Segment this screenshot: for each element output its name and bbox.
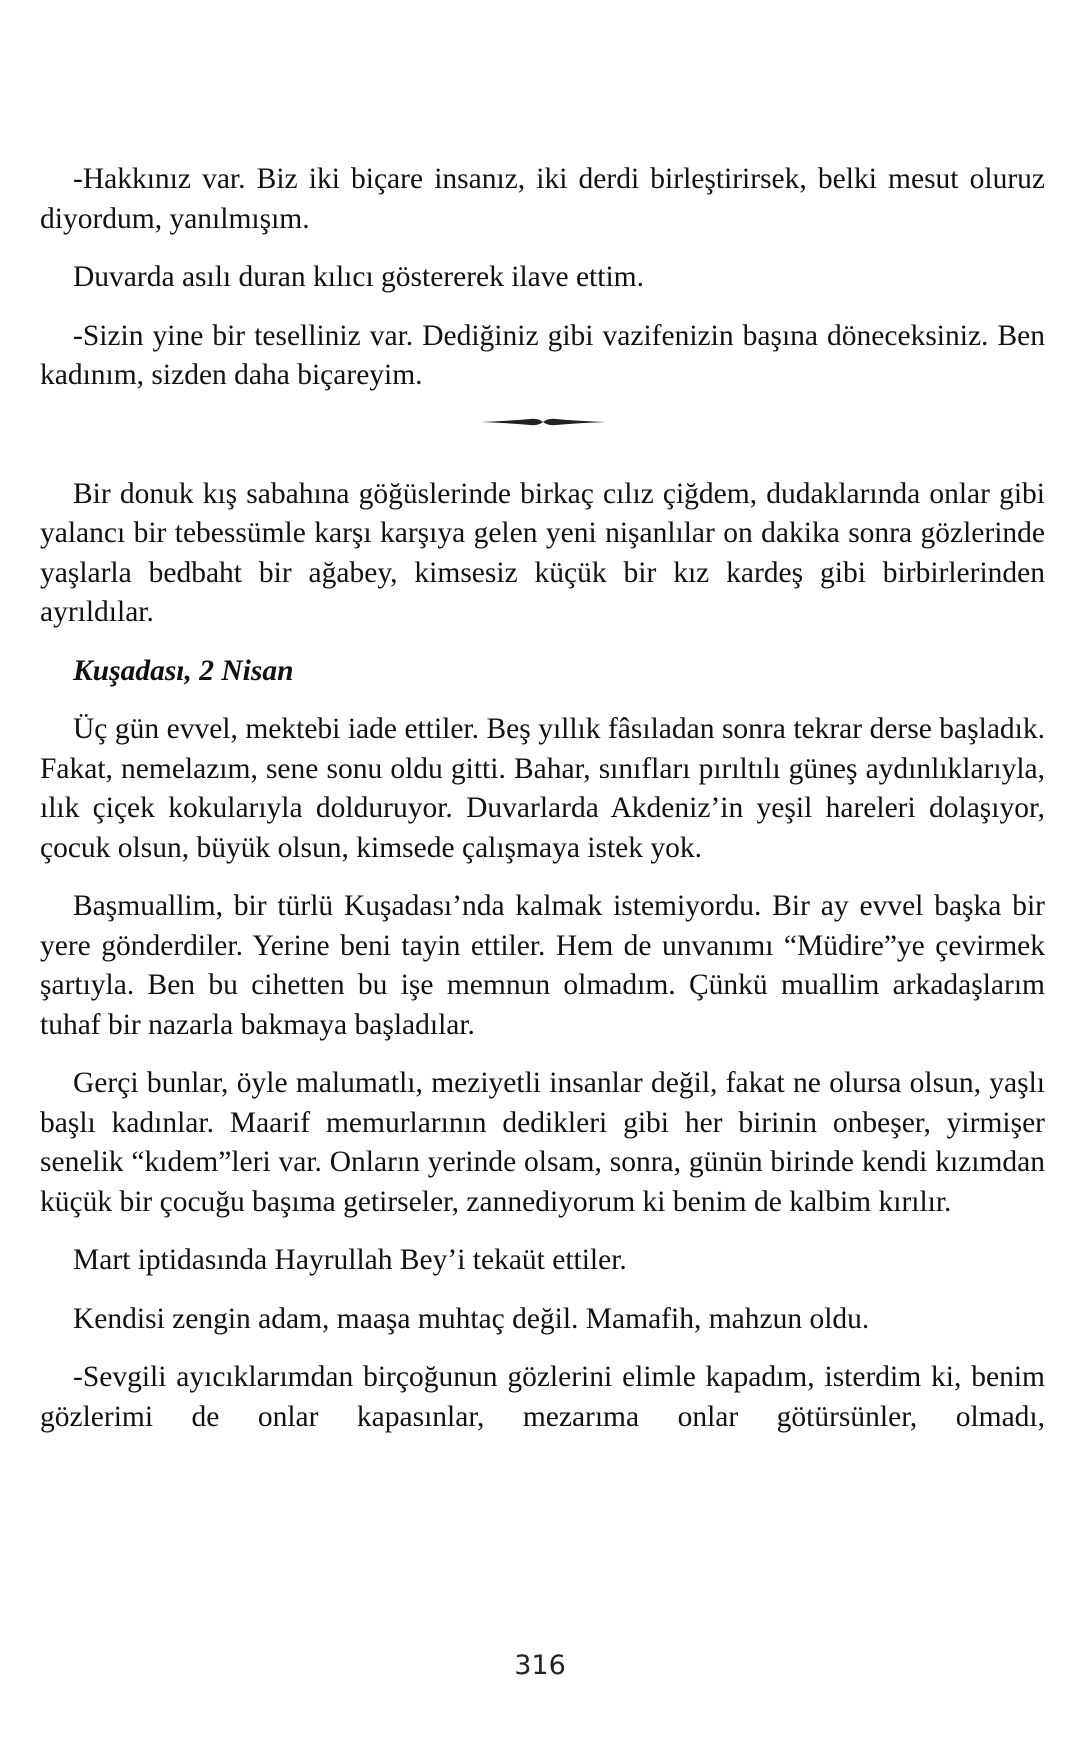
paragraph: Başmuallim, bir türlü Kuşadası’nda kalmak istemiyordu. Bir ay evvel başka bir yere gönderdiler. Yerine beni tayin ettiler. Hem de unvanımı “Müdire”ye çevirmek şartıyla. Ben bu cihetten bu işe memnun olmadım. Çünkü muallim arkadaşlarım tuhaf bir nazarla bakmaya başladılar. xyxy=(40,890,1045,1041)
paragraph: Bir donuk kış sabahına göğüslerinde birkaç cılız çiğdem, dudaklarında onlar gibi yalancı bir tebessümle karşı karşıya gelen yeni nişanlılar on dakika sonra gözlerinde yaşlarla bedbaht bir ağabey, kimsesiz küçük bir kız kardeş gibi birbirlerinden ayrıldılar. xyxy=(40,477,1045,628)
page-number: 316 xyxy=(514,1650,566,1681)
section-divider-ornament xyxy=(478,415,608,429)
paragraph: Kendisi zengin adam, maaşa muhtaç değil. Mamafih, mahzun oldu. xyxy=(73,1302,870,1335)
paragraph: -Hakkınız var. Biz iki biçare insanız, iki derdi birleştirirsek, belki mesut oluruz diyordum, yanılmışım. xyxy=(40,163,1045,235)
paragraph: Duvarda asılı duran kılıcı göstererek ilave ettim. xyxy=(73,261,644,293)
paragraph: -Sevgili ayıcıklarımdan birçoğunun gözlerini elimle kapadım, isterdim ki, benim gözlerimi de onlar kapasınlar, mezarıma onlar götürsünler, olmadı, xyxy=(40,1361,1045,1433)
page-body xyxy=(40,160,1045,1456)
paragraph: Gerçi bunlar, öyle malumatlı, meziyetli insanlar değil, fakat ne olursa olsun, yaşlı başlı kadınlar. Maarif memurlarının dedikleri gibi her birinin onbeşer, yirmişer senelik “kıdem”leri var. Onların yerinde olsam, sonra, günün birinde kendi kızımdan küçük bir çocuğu başıma getirseler, zannediyorum ki benim de kalbim kırılır. xyxy=(40,1067,1045,1218)
paragraph: Üç gün evvel, mektebi iade ettiler. Beş yıllık fâsıladan sonra tekrar derse başladık. Fakat, nemelazım, sene sonu oldu gitti. Bahar, sınıfları pırıltılı güneş aydınlıklarıyla, ılık çiçek kokularıyla dolduruyor. Duvarlarda Akdeniz’in yeşil hareleri dolaşıyor, çocuk olsun, büyük olsun, kimsede çalışmaya istek yok. xyxy=(40,713,1045,864)
section-heading: Kuşadası, 2 Nisan xyxy=(73,654,294,687)
paragraph: -Sizin yine bir teselliniz var. Dediğiniz gibi vazifenizin başına döneceksiniz. Ben kadınım, sizden daha biçareyim. xyxy=(40,319,1045,391)
paragraph: Mart iptidasında Hayrullah Bey’i tekaüt ettiler. xyxy=(73,1244,627,1276)
